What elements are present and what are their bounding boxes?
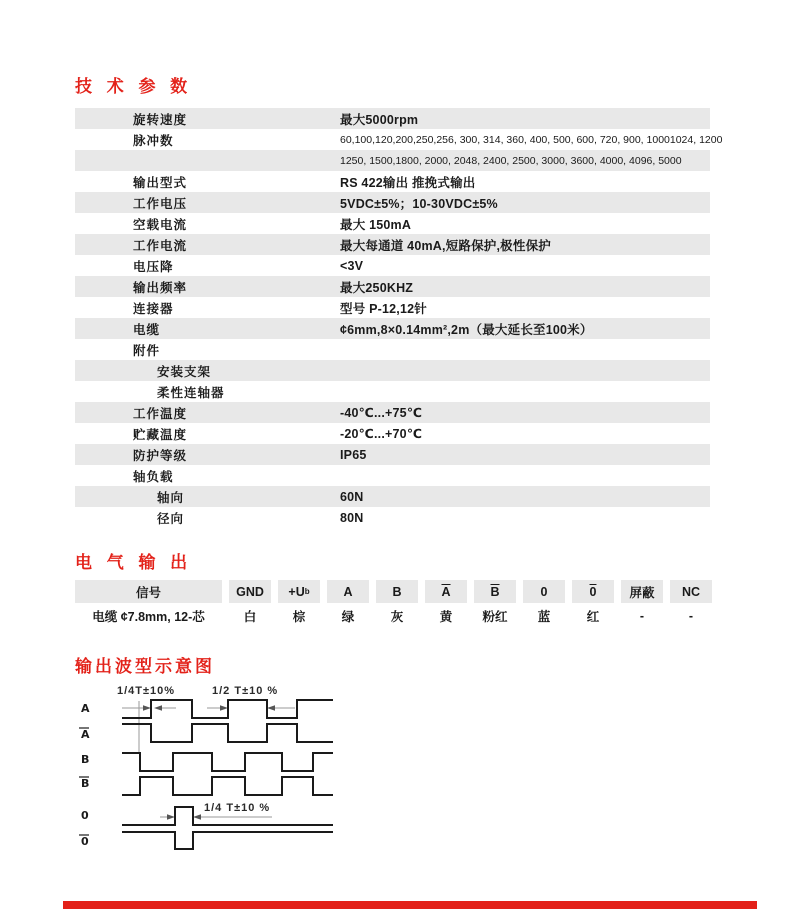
spec-value: ¢6mm,8×0.14mm²,2m（最大延长至100米） <box>340 322 593 337</box>
signal-header-cell: A <box>327 580 369 603</box>
spec-row <box>75 276 710 297</box>
waveform-annotation: 1/4 T±10 % <box>204 802 271 814</box>
spec-row <box>75 318 710 339</box>
section-title-waveform: 输出波型示意图 <box>75 657 215 676</box>
waveform-svg <box>68 680 368 870</box>
spec-value: RS 422输出 推挽式输出 <box>340 175 476 190</box>
spec-label: 脉冲数 <box>133 133 174 148</box>
spec-label: 输出频率 <box>133 280 188 295</box>
signal-header-cell: $\overline{B}$ <box>474 580 516 603</box>
signal-header-cell: 信号 <box>75 580 222 603</box>
signal-value-cell: 黄 <box>425 603 467 629</box>
waveform-trace-inv-A <box>122 724 333 742</box>
signal-header-cell: +U b <box>278 580 320 603</box>
spec-value: 60,100,120,200,250,256, 300, 314, 360, 400, 500, 600, 720, 900, 10001024, 1200 <box>340 133 723 146</box>
channel-label: A <box>81 702 90 715</box>
signal-table <box>75 580 715 629</box>
spec-label: 电压降 <box>133 259 174 274</box>
waveform-trace-B <box>122 753 333 771</box>
spec-row <box>75 444 710 465</box>
spec-row <box>75 129 723 150</box>
channel-label: 0 <box>81 809 89 822</box>
spec-value: 60N <box>340 489 364 504</box>
spec-label: 轴向 <box>157 490 185 505</box>
spec-row <box>75 108 710 129</box>
waveform-diagram <box>68 680 368 870</box>
spec-value: <3V <box>340 258 364 273</box>
spec-label: 工作电流 <box>133 238 188 253</box>
spec-label: 空载电流 <box>133 217 188 232</box>
spec-value: -40℃...+75℃ <box>340 406 423 420</box>
spec-label: 轴负载 <box>133 469 174 484</box>
spec-label: 电缆 <box>133 322 161 337</box>
signal-value-cell: 红 <box>572 603 614 629</box>
signal-value-cell: - <box>621 603 663 629</box>
channel-label: A <box>81 728 90 741</box>
waveform-trace-inv-0 <box>122 832 333 849</box>
channel-label: 0 <box>81 835 89 848</box>
spec-value: 1250, 1500,1800, 2000, 2048, 2400, 2500, 3000, 3600, 4000, 4096, 5000 <box>340 154 682 167</box>
signal-value-cell: 蓝 <box>523 603 565 629</box>
signal-value-cell: 棕 <box>278 603 320 629</box>
spec-row <box>75 255 710 276</box>
spec-row <box>75 423 710 444</box>
spec-row <box>75 150 710 171</box>
waveform-annotation: 1/2 T±10 % <box>212 685 279 697</box>
signal-header-cell: B <box>376 580 418 603</box>
spec-row <box>75 339 710 360</box>
waveform-channels <box>79 700 333 849</box>
signal-table-row <box>75 603 715 629</box>
signal-header-cell: NC <box>670 580 712 603</box>
signal-header-cell: 0 <box>572 580 614 603</box>
signal-table-header <box>75 580 715 603</box>
spec-row <box>75 213 710 234</box>
spec-value: 最大每通道 40mA,短路保护,极性保护 <box>340 238 551 253</box>
channel-label: B <box>81 777 90 790</box>
waveform-annotation: 1/4T±10% <box>117 685 176 697</box>
spec-label: 附件 <box>133 343 161 358</box>
spec-row <box>75 171 710 192</box>
spec-row <box>75 381 710 402</box>
channel-label: B <box>81 753 90 766</box>
spec-label: 旋转速度 <box>133 112 188 127</box>
signal-value-cell: 粉红 <box>474 603 516 629</box>
spec-label: 贮藏温度 <box>133 427 188 442</box>
signal-header-cell: 屏蔽 <box>621 580 663 603</box>
spec-row <box>75 507 710 528</box>
spec-row <box>75 234 710 255</box>
spec-value: -20℃...+70℃ <box>340 427 423 441</box>
spec-label: 径向 <box>157 511 185 526</box>
spec-label: 输出型式 <box>133 175 188 190</box>
spec-label: 工作电压 <box>133 196 188 211</box>
spec-row <box>75 297 710 318</box>
spec-row <box>75 486 710 507</box>
signal-value-cell: - <box>670 603 712 629</box>
waveform-trace-A <box>122 700 333 718</box>
spec-label: 连接器 <box>133 301 174 316</box>
spec-label: 柔性连轴器 <box>157 385 225 400</box>
section-title-electrical-output: 电 气 输 出 <box>75 553 193 572</box>
signal-value-cell: 电缆 ¢7.8mm, 12-芯 <box>75 603 222 629</box>
spec-value: 80N <box>340 510 364 525</box>
signal-header-cell: 0 <box>523 580 565 603</box>
spec-row <box>75 360 710 381</box>
spec-row <box>75 465 710 486</box>
signal-value-cell: 绿 <box>327 603 369 629</box>
spec-value: 5VDC±5%；10-30VDC±5% <box>340 196 498 211</box>
spec-row <box>75 192 710 213</box>
signal-header-cell: GND <box>229 580 271 603</box>
spec-value: 型号 P-12,12针 <box>340 301 427 316</box>
spec-value: IP65 <box>340 447 367 462</box>
signal-header-cell: $\overline{A}$ <box>425 580 467 603</box>
signal-value-cell: 白 <box>229 603 271 629</box>
signal-value-cell: 灰 <box>376 603 418 629</box>
footer-accent-bar <box>63 901 757 909</box>
spec-value: 最大250KHZ <box>340 280 414 295</box>
section-title-tech-params: 技 术 参 数 <box>75 77 193 96</box>
spec-label: 防护等级 <box>133 448 188 463</box>
spec-label: 工作温度 <box>133 406 188 421</box>
spec-value: 最大 150mA <box>340 217 412 232</box>
spec-label: 安装支架 <box>157 364 212 379</box>
spec-table <box>75 108 723 528</box>
waveform-trace-inv-B <box>122 777 333 795</box>
spec-value: 最大5000rpm <box>340 112 419 127</box>
spec-row <box>75 402 710 423</box>
